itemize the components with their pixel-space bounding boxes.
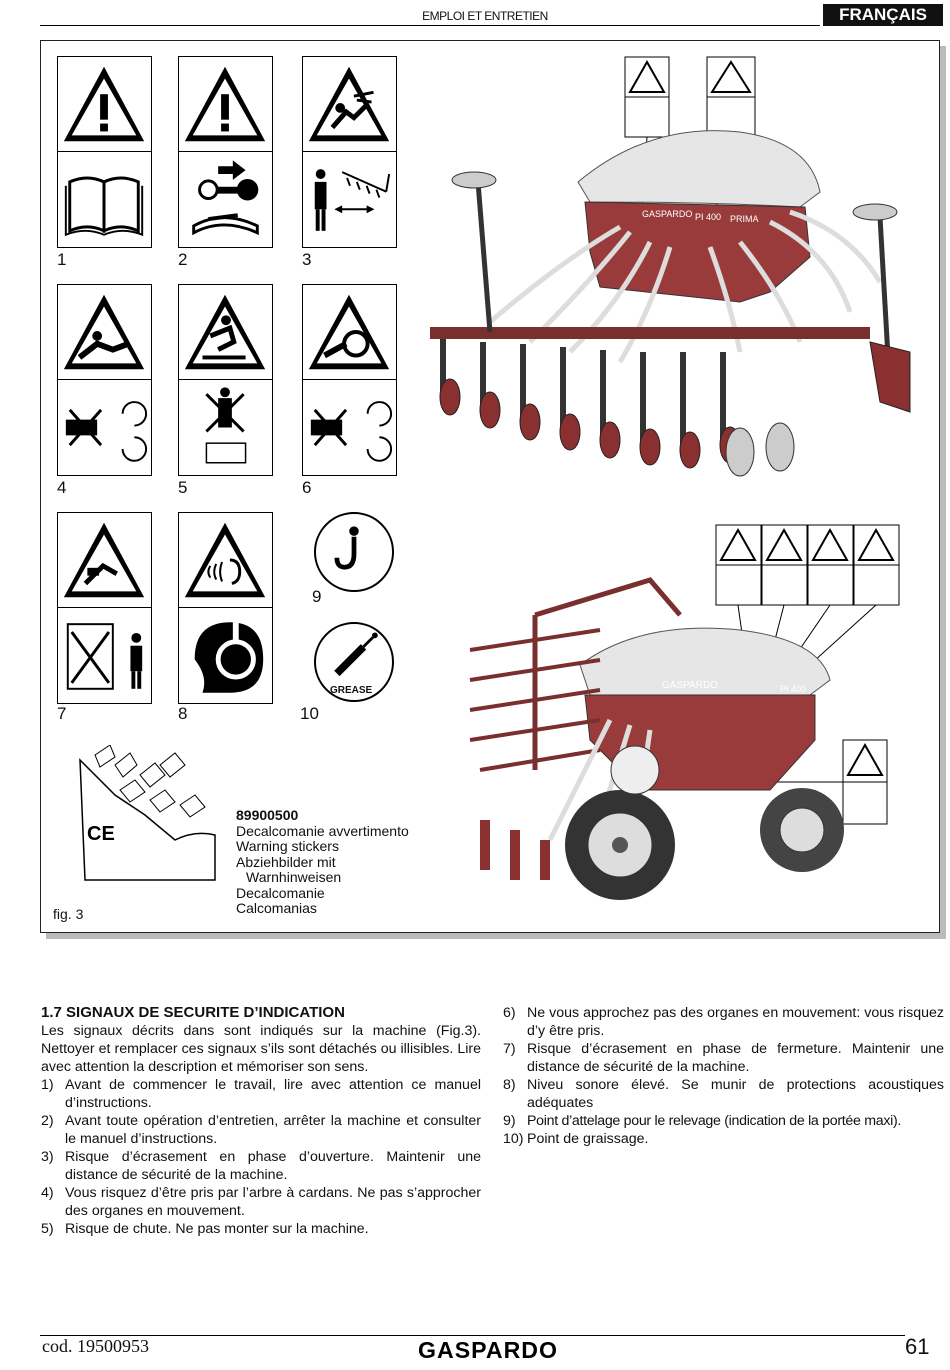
text-column-right: [503, 1004, 944, 1148]
safety-distance-icon: [303, 152, 396, 247]
sticker-kit-legend: [236, 808, 409, 917]
sign-number-5: 5: [178, 478, 188, 497]
seed-drill-front-illustration: [440, 520, 935, 915]
list-item: 5) Risque de chute. Ne pas monter sur la machine.: [41, 1221, 369, 1237]
figure-label: fig. 3: [53, 906, 84, 922]
no-hands-rotation-icon: [303, 380, 396, 475]
svg-text:GASPARDO: GASPARDO: [418, 1337, 558, 1362]
part-name: Warnhinweisen: [246, 869, 342, 885]
sign-number-9: 9: [312, 587, 322, 606]
closing-crush-hazard-icon: [58, 513, 151, 607]
list-item: 10) Point de graissage.: [503, 1131, 649, 1147]
warning-sign-6: [302, 284, 397, 476]
sign-number-2: 2: [178, 250, 188, 269]
key-and-manual-icon: [179, 152, 272, 247]
ce-mark: CE: [87, 823, 115, 845]
list-item: 3) Risque d’écrasement en phase d’ouverture. Maintenir une distance de sécurité de la machine.: [41, 1149, 481, 1183]
warning-triangle-icon: [58, 57, 151, 151]
entanglement-hazard-icon: [58, 285, 151, 379]
sign-number-1: 1: [57, 250, 67, 269]
list-item: 4) Vous risquez d’être pris par l’arbre à cardans. Ne pas s’approcher des organes en mouvement.: [41, 1185, 481, 1219]
list-item: 8) Niveu sonore élevé. Se munir de protections acoustiques adéquates: [503, 1077, 944, 1111]
sign-number-8: 8: [178, 704, 188, 723]
sign-number-6: 6: [302, 478, 312, 497]
svg-text:GASPARDO: GASPARDO: [642, 209, 693, 219]
noise-hazard-icon: [179, 513, 272, 607]
no-climbing-icon: [179, 380, 272, 475]
svg-text:PRIMA: PRIMA: [730, 214, 759, 224]
keep-distance-closing-icon: [58, 608, 151, 703]
section-title: 1.7 SIGNAUX DE SECURITE D’INDICATION: [41, 1004, 345, 1021]
part-name: Calcomanias: [236, 900, 317, 916]
intro-paragraph: Les signaux décrits dans sont indiqués sur la machine (Fig.3). Nettoyer et remplacer ces signaux s’ils sont détachés ou illisibles. Lire avec attention la description et mémoriser son sens.: [41, 1023, 481, 1075]
list-item: 1) Avant de commencer le travail, lire avec attention ce manuel d’instructions.: [41, 1077, 481, 1111]
gaspardo-logo: [418, 1336, 560, 1362]
hook-icon: [316, 514, 392, 590]
list-item: 7) Risque d’écrasement en phase de fermeture. Maintenir une distance de sécurité de la machine.: [503, 1041, 944, 1075]
part-name: Abziehbilder mit: [236, 853, 336, 870]
header-rule: [40, 25, 820, 26]
svg-text:GASPARDO: GASPARDO: [662, 680, 718, 691]
page-number: 61: [905, 1334, 930, 1359]
part-code: 89900500: [236, 807, 299, 823]
grease-label: GREASE: [330, 685, 373, 696]
warning-sign-5: [178, 284, 273, 476]
list-item: 9) Point d’attelage pour le relevage (indication de la portée maxi).: [503, 1113, 902, 1129]
sign-number-4: 4: [57, 478, 67, 497]
part-name: Warning stickers: [236, 838, 339, 854]
part-name: Decalcomanie: [236, 884, 325, 901]
header-title: EMPLOI ET ENTRETIEN: [422, 9, 548, 23]
warning-sign-1: [57, 56, 152, 248]
svg-text:PI 400: PI 400: [780, 684, 807, 694]
part-name: Decalcomanie avvertimento: [236, 822, 409, 839]
sticker-sheet-drawing: [75, 745, 225, 885]
document-code: cod. 19500953: [42, 1336, 149, 1356]
warning-sign-4: [57, 284, 152, 476]
list-item: 2) Avant toute opération d’entretien, arrêter la machine et consulter le manuel d’instructions.: [41, 1113, 481, 1147]
ear-protection-icon: [179, 608, 272, 703]
manual-book-icon: [58, 152, 151, 247]
warning-sign-7: [57, 512, 152, 704]
svg-text:PI 400: PI 400: [695, 212, 722, 222]
text-column-left: [41, 1004, 481, 1238]
no-hands-rotation-icon: [58, 380, 151, 475]
warning-sign-3: [302, 56, 397, 248]
fall-hazard-icon: [179, 285, 272, 379]
warning-sign-8: [178, 512, 273, 704]
crushing-hazard-icon: [303, 57, 396, 151]
language-badge: FRANÇAIS: [823, 4, 943, 26]
sign-number-3: 3: [302, 250, 312, 269]
gear-hazard-icon: [303, 285, 396, 379]
sign-number-7: 7: [57, 704, 67, 723]
seed-drill-rear-illustration: [410, 52, 940, 482]
lifting-hook-sign: [314, 512, 394, 592]
sign-number-10: 10: [300, 704, 319, 723]
warning-sign-2: [178, 56, 273, 248]
list-item: 6) Ne vous approchez pas des organes en mouvement: vous risquez d’y être pris.: [503, 1005, 944, 1039]
warning-triangle-icon: [179, 57, 272, 151]
